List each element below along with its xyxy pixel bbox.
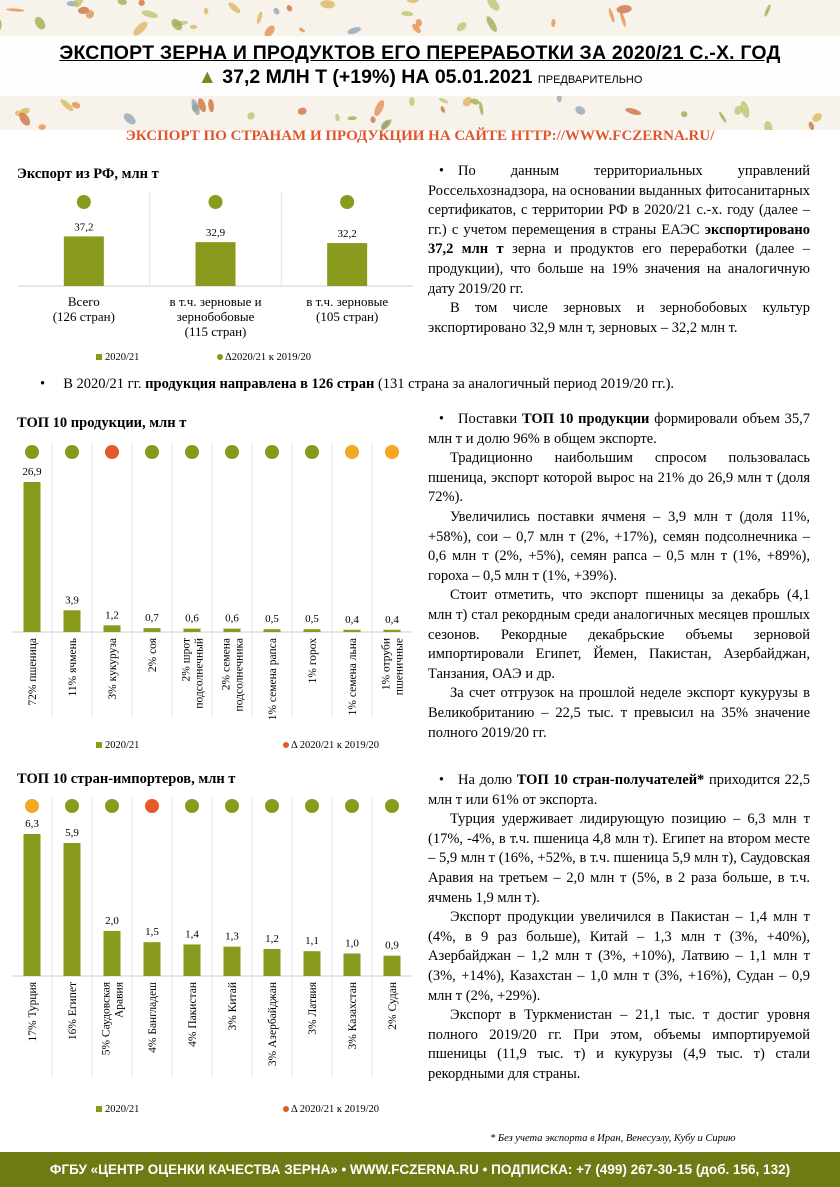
leaf-decoration (122, 111, 138, 126)
text-run: Традиционно наибольшим спросом пользовалась пшеница, экспорт которой вырос на 21% до 26,9 млн т (доля 72%). (428, 450, 810, 506)
delta-marker (345, 799, 359, 813)
data-label: 5,9 (65, 827, 79, 840)
section2-paragraph (428, 508, 810, 586)
section1-text (428, 162, 810, 338)
text-run: На долю (458, 772, 517, 788)
leaf-decoration (204, 8, 209, 15)
chart2-title: ТОП 10 продукции, млн т (17, 415, 187, 431)
data-label: 6,3 (25, 818, 39, 830)
bar (344, 630, 361, 632)
delta-marker (25, 445, 39, 459)
leaf-decoration (407, 0, 419, 3)
bullet-icon: • (428, 772, 444, 788)
bar (224, 947, 241, 976)
data-label: 0,5 (305, 613, 319, 626)
section2-paragraph (428, 684, 810, 743)
category-label: 17% Турция (27, 982, 39, 1042)
legend-swatch-delta (283, 1106, 289, 1112)
bar (184, 629, 201, 632)
section2-paragraph (428, 410, 810, 449)
bar (24, 834, 41, 976)
bullet-icon: • (40, 376, 64, 392)
bar (64, 843, 81, 976)
leaf-decoration (335, 114, 341, 122)
leaf-decoration (440, 106, 446, 114)
data-label: 0,5 (265, 613, 279, 626)
section3-paragraph (428, 771, 810, 810)
category-label: зернобобовые (176, 309, 255, 324)
text-run: Увеличились поставки ячменя – 3,9 млн т (доля 11%, +58%), сои – 0,7 млн т (2%, +17%), семян подсолнечника – 0,6 млн т (2%, +5%), семян рапса – 0,5 млн т (1%, +89%), гороха – 0,5 млн т (1%, +39%). (428, 508, 810, 584)
delta-marker (145, 799, 159, 813)
category-label: (126 стран) (52, 309, 115, 324)
bullet-icon: • (428, 163, 444, 179)
section3-text (428, 771, 810, 1085)
delta-marker (305, 445, 319, 459)
delta-marker (65, 799, 79, 813)
category-label: 72% пшеница (27, 638, 39, 706)
leaf-decoration (763, 4, 771, 18)
section1-paragraph (428, 162, 810, 299)
bar (144, 942, 161, 976)
text-run: Стоит отметить, что экспорт пшеницы за декабрь (4,1 млн т) стал рекордным среди аналогичных месяцев прошлых сезонов. Рекордные декабрьские объемы зерновой импортировали Египет, Йемен, Пакистан, Азербайджан, Танзания, ОАЭ и др. (428, 587, 810, 682)
data-label: 2,0 (105, 914, 119, 927)
category-label: 11% ячмень (67, 638, 79, 697)
data-label: 1,1 (305, 935, 319, 948)
delta-marker (105, 445, 119, 459)
chart-top10-countries (10, 794, 420, 1124)
category-label: 5% Саудовская (100, 982, 113, 1056)
legend-label-bar: 2020/21 (105, 740, 140, 751)
category-label: подсолнечный (193, 638, 206, 709)
category-label: 3% Казахстан (347, 982, 359, 1050)
category-label: 2% семена (220, 638, 233, 691)
text-run: Турция удерживает лидирующую позицию – 6,3 млн т (17%, -4%, в т.ч. пшеница 4,8 млн т). Египет на втором месте – 5,9 млн т (16%, +52%, в т.ч. пшеница 5,9 млн т), Саудовская Аравия на третьем – 2,0 млн т (5%, в 2 раза больше, в т.ч. ячмень 1,9 млн т). (428, 811, 810, 906)
chart3-svg (10, 794, 420, 1124)
delta-marker (77, 195, 91, 209)
bar (24, 482, 41, 632)
section1-paragraph (428, 299, 810, 338)
data-label: 0,7 (145, 612, 159, 625)
category-label: 3% Азербайджан (267, 982, 279, 1067)
data-label: 1,2 (265, 932, 279, 945)
category-label: подсолнечника (233, 638, 246, 712)
bar (104, 625, 121, 632)
text-run: формировали объем 35,7 млн т и долю 96% в общем экспорте. (428, 411, 810, 447)
category-label: Аравия (113, 982, 126, 1019)
bar (64, 236, 104, 286)
bar (196, 242, 236, 286)
delta-marker (185, 799, 199, 813)
text-run: приходится 22,5 млн т или 61% от экспорта. (428, 772, 811, 808)
legend-swatch-delta (283, 742, 289, 748)
category-label: Всего (67, 294, 100, 309)
text-run: В 2020/21 гг. (63, 376, 146, 392)
site-link-heading: ЭКСПОРТ ПО СТРАНАМ И ПРОДУКЦИИ НА САЙТЕ HTTP://WWW.FCZERNA.RU/ (125, 128, 715, 144)
leaf-decoration (6, 8, 24, 12)
text-run: По данным территориальных управлений Россельхознадзора, на основании выданных фитосанитарных сертификатов, с территории РФ в 2020/21 с.-х. году (далее – гг.) с учетом перемещения в страны ЕАЭС (428, 163, 810, 238)
data-label: 0,6 (225, 612, 239, 625)
leaf-decoration (320, 0, 335, 9)
leaf-decoration (190, 25, 198, 29)
data-label: 0,9 (385, 939, 399, 952)
data-label: 0,6 (185, 612, 199, 625)
section2-paragraph (428, 449, 810, 508)
category-label: 2% Судан (387, 982, 399, 1030)
data-label: 37,2 (74, 221, 94, 234)
leaf-decoration (246, 111, 256, 121)
category-label: в т.ч. зерновые (306, 294, 389, 309)
delta-marker (105, 799, 119, 813)
data-label: 0,4 (385, 613, 399, 626)
delta-marker (345, 445, 359, 459)
leaf-decoration (718, 111, 727, 123)
leaf-decoration (370, 116, 376, 123)
category-label: 2% шрот (180, 638, 193, 682)
leaf-decoration (137, 0, 145, 7)
delta-marker (225, 799, 239, 813)
bar (184, 944, 201, 976)
section2-paragraph (428, 586, 810, 684)
leaf-decoration (297, 107, 307, 115)
section3-paragraph (428, 908, 810, 1006)
leaf-decoration (0, 20, 2, 30)
bar (384, 630, 401, 632)
countries-summary (40, 376, 830, 393)
category-label: 1% горох (307, 638, 319, 684)
delta-marker (25, 799, 39, 813)
legend-swatch-bar (96, 354, 102, 360)
category-label: 16% Египет (67, 982, 79, 1041)
page-title: ЭКСПОРТ ЗЕРНА И ПРОДУКТОВ ЕГО ПЕРЕРАБОТКИ ЗА 2020/21 С.-Х. ГОД (59, 42, 781, 64)
bar (327, 243, 367, 286)
chart-export-total (10, 186, 420, 366)
leaf-decoration (272, 7, 281, 16)
legend-swatch-delta (217, 354, 223, 360)
bar (384, 956, 401, 976)
leaf-decoration (574, 104, 587, 116)
delta-marker (65, 445, 79, 459)
leaf-decoration (372, 99, 386, 118)
bar (264, 629, 281, 632)
leaf-decoration (484, 15, 499, 34)
leaf-decoration (438, 97, 449, 105)
delta-marker (385, 799, 399, 813)
data-label: 32,9 (205, 227, 226, 240)
bar (64, 610, 81, 632)
leaf-decoration (298, 27, 306, 34)
bold-text: ТОП 10 продукции (521, 411, 650, 427)
legend-label-delta: Δ2020/21 к 2019/20 (225, 352, 311, 363)
delta-marker (265, 445, 279, 459)
bar (304, 951, 321, 976)
chart1-title: Экспорт из РФ, млн т (17, 166, 159, 182)
category-label: 2% соя (147, 638, 159, 673)
delta-marker (265, 799, 279, 813)
legend-label-delta: Δ 2020/21 к 2019/20 (291, 740, 379, 751)
section2-text (428, 410, 810, 743)
bar (104, 931, 121, 976)
bar (224, 629, 241, 632)
bar (344, 953, 361, 976)
chart1-svg (10, 186, 420, 366)
page-subtitle-line (0, 66, 840, 89)
category-label: пшеничные (393, 638, 406, 696)
leaf-decoration (616, 4, 632, 14)
text-run: Экспорт продукции увеличился в Пакистан – 1,4 млн т (4%, в 9 раз больше), Китай – 1,3 млн т (3%, +40%), Азербайджан – 1,2 млн т (3%, +10%), Латвию – 1,1 млн т (3%, +14%), Казахстан – 1,0 млн т (3%, +16%), Судан – 0,9 млн т (2%, +29%). (428, 909, 810, 1004)
legend-label-delta: Δ 2020/21 к 2019/20 (291, 1104, 379, 1115)
data-label: 1,3 (225, 930, 239, 943)
data-label: 0,4 (345, 613, 359, 626)
section3-paragraph (428, 1006, 810, 1084)
bar (304, 629, 321, 632)
category-label: 4% Пакистан (187, 982, 199, 1047)
text-run: (131 страна за аналогичный период 2019/20 гг.). (374, 376, 675, 392)
bullet-icon: • (428, 411, 444, 427)
preliminary-note: ПРЕДВАРИТЕЛЬНО (537, 74, 643, 86)
leaf-decoration (608, 8, 616, 23)
leaf-decoration (551, 19, 556, 27)
section3-paragraph (428, 810, 810, 908)
leaf-decoration (455, 20, 468, 33)
bar (144, 628, 161, 632)
category-label: (115 стран) (184, 324, 247, 339)
legend-label-bar: 2020/21 (105, 1104, 140, 1115)
bold-text: экспортировано 37,2 млн т (428, 221, 810, 258)
category-label: 1% семена рапса (267, 638, 279, 721)
leaf-decoration (409, 97, 415, 106)
leaf-decoration (478, 101, 484, 115)
legend-swatch-bar (96, 742, 102, 748)
footer-bar: ФГБУ «ЦЕНТР ОЦЕНКИ КАЧЕСТВА ЗЕРНА» • WWW.FCZERNA.RU • ПОДПИСКА: +7 (499) 267-30-15 (доб. 156, 132) (0, 1152, 840, 1187)
leaf-decoration (117, 0, 127, 6)
category-label: 3% Китай (227, 982, 239, 1031)
delta-marker (340, 195, 354, 209)
headline-value: 37,2 МЛН Т (+19%) НА 05.01.2021 (222, 66, 533, 88)
leaf-decoration (141, 9, 159, 20)
legend-label-bar: 2020/21 (105, 352, 140, 363)
category-label: 4% Бангладеш (147, 982, 159, 1053)
category-label: 1% семена льна (347, 638, 359, 716)
delta-marker (225, 445, 239, 459)
data-label: 32,2 (337, 228, 357, 241)
category-label: 3% Латвия (307, 982, 319, 1035)
text-run: В том числе зерновых и зернобобовых культур экспортировано 32,9 млн т, зерновых – 32,2 млн т. (428, 300, 810, 336)
text-run: зерна и продуктов его переработки (далее – продукции), что больше на 19% значения на аналогичную дату 2019/20 гг. (428, 241, 810, 297)
footnote: * Без учета экспорта в Иран, Венесуэлу, Кубу и Сирию (490, 1133, 736, 1144)
leaf-decoration (227, 1, 242, 15)
leaf-decoration (680, 110, 689, 118)
data-label: 1,5 (145, 926, 159, 939)
data-label: 1,0 (345, 937, 359, 950)
bold-text: ТОП 10 стран-получателей* (516, 772, 705, 788)
category-label: (105 стран) (316, 309, 379, 324)
data-label: 1,4 (185, 928, 199, 941)
leaf-decoration (286, 4, 294, 12)
data-label: 26,9 (22, 466, 42, 478)
text-run: За счет отгрузок на прошлой неделе экспорт кукурузы в Великобританию – 22,5 тыс. т превысил на 35% значение полного 2019/20 гг. (428, 685, 810, 741)
up-arrow-icon: ▲ (197, 66, 217, 88)
chart2-svg (10, 436, 420, 756)
leaf-decoration (347, 116, 357, 120)
text-run: Поставки (458, 411, 522, 427)
delta-marker (305, 799, 319, 813)
category-label: 3% кукуруза (107, 638, 119, 700)
leaf-decoration (33, 15, 48, 31)
leaf-decoration (401, 11, 414, 17)
data-label: 1,2 (105, 609, 119, 622)
chart3-title: ТОП 10 стран-импортеров, млн т (17, 771, 236, 787)
delta-marker (209, 195, 223, 209)
category-label: в т.ч. зерновые и (169, 294, 262, 309)
delta-marker (385, 445, 399, 459)
leaf-decoration (347, 26, 362, 36)
leaf-decoration (256, 11, 264, 24)
leaf-decoration (625, 107, 642, 117)
data-label: 3,9 (65, 594, 79, 607)
leaf-decoration (208, 99, 215, 113)
delta-marker (145, 445, 159, 459)
leaf-decoration (485, 0, 502, 13)
legend-swatch-bar (96, 1106, 102, 1112)
chart-top10-products (10, 436, 420, 756)
bar (264, 949, 281, 976)
leaf-decoration (811, 111, 824, 124)
header-title-box (0, 36, 840, 96)
delta-marker (185, 445, 199, 459)
bold-text: продукция направлена в 126 стран (145, 376, 375, 392)
category-label: 1% отруби (380, 638, 393, 691)
text-run: Экспорт в Туркменистан – 21,1 тыс. т достиг уровня полного 2019/20 гг. При этом, объемы импортируемой пшеницы (11,9 тыс. т) и кукурузы (4,9 тыс. т) стали рекордными для страны. (428, 1007, 810, 1082)
